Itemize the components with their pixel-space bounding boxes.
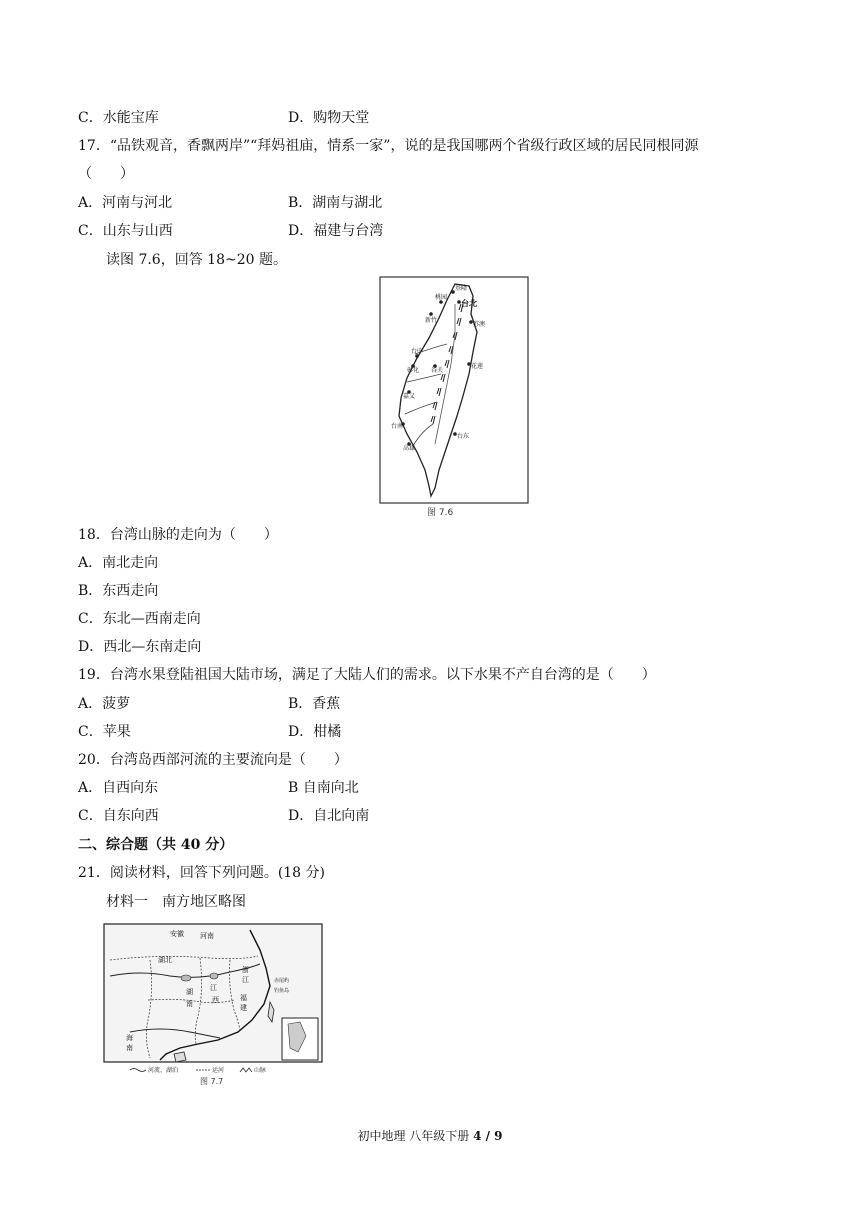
q17-stem-line2: （ ） <box>78 166 134 182</box>
q17-options-row1 <box>78 193 798 213</box>
label-xi: 西 <box>212 996 219 1004</box>
q16-option-c: C．水能宝库 <box>78 110 159 126</box>
q19-option-a: A．菠萝 <box>78 696 131 712</box>
label-taidong: 台东 <box>457 433 470 440</box>
label-jiayi: 嘉义 <box>403 393 416 400</box>
label-hai: 海 <box>126 1034 133 1042</box>
q19-option-d: D．柑橘 <box>288 724 342 740</box>
label-fu: 福 <box>240 994 247 1002</box>
map-legend <box>130 1066 266 1074</box>
figure-77-caption: 图 7.7 <box>200 1077 224 1086</box>
label-jilong: 基隆 <box>455 285 468 292</box>
taiwan-map <box>377 274 532 520</box>
q17-options-row2 <box>78 221 798 241</box>
label-tainan: 台南 <box>391 423 404 430</box>
q18-stem: 18．台湾山脉的走向为（ ） <box>78 527 278 543</box>
page-footer <box>0 1128 860 1144</box>
q19-option-c: C．苹果 <box>78 724 131 740</box>
page-number: 4 / 9 <box>473 1129 503 1143</box>
q20-stem: 20．台湾岛西部河流的主要流向是（ ） <box>78 752 348 768</box>
q20-options-row1 <box>78 778 798 798</box>
q19-option-b: B．香蕉 <box>288 696 341 712</box>
label-guguan: 谷关 <box>431 367 444 374</box>
label-zhe: 浙 <box>242 966 249 974</box>
legend-mountains: 山脉 <box>254 1067 267 1074</box>
label-jiang: 江 <box>210 984 217 992</box>
label-jiang2: 江 <box>242 976 249 984</box>
q18-option-b: B．东西走向 <box>78 583 159 599</box>
q21-material1-title: 材料一 南方地区略图 <box>106 894 246 910</box>
taiwan-map-figure <box>377 274 532 520</box>
label-taoyuan: 桃园 <box>435 294 448 301</box>
figure-76-caption: 图 7.6 <box>427 508 454 518</box>
label-zhanghua: 彰化 <box>407 367 420 374</box>
label-diaoyudao: 钓鱼岛 <box>274 988 290 994</box>
q20-options-row2 <box>78 806 798 826</box>
q17-option-d: D．福建与台湾 <box>288 223 384 239</box>
q16-option-d: D．购物天堂 <box>288 110 370 126</box>
q17-option-a: A．河南与河北 <box>78 195 173 211</box>
q18-option-c: C．东北—西南走向 <box>78 611 201 627</box>
q17-stem-line1: 17．“品铁观音，香飘两岸”“拜妈祖庙，情系一家”，说的是我国哪两个省级行政区域的居民同根同源 <box>78 138 699 154</box>
q18-option-a: A．南北走向 <box>78 555 159 571</box>
q21-stem: 21．阅读材料，回答下列问题。(18 分) <box>78 865 326 881</box>
q19-options-row1 <box>78 694 798 714</box>
q20-option-d: D．自北向南 <box>288 808 370 824</box>
section2-heading: 二、综合题（共 40 分） <box>78 837 234 853</box>
legend-canal: 运河 <box>212 1067 225 1074</box>
q20-option-b: B 自南向北 <box>288 780 359 796</box>
legend-rivers: 河流、湖泊 <box>148 1067 179 1074</box>
figure-intro: 读图 7.6，回答 18~20 题。 <box>106 252 287 268</box>
q16-options-row <box>78 108 798 128</box>
label-jian: 建 <box>240 1004 247 1012</box>
q20-option-c: C．自东向西 <box>78 808 159 824</box>
label-taipei: 台北 <box>461 299 477 308</box>
q20-option-a: A．自西向东 <box>78 780 159 796</box>
label-gaoxiong: 高雄 <box>403 445 416 452</box>
q18-option-d: D．西北—东南走向 <box>78 639 202 655</box>
label-suao: 苏澳 <box>473 321 486 328</box>
label-nan2: 南 <box>126 1044 133 1052</box>
south-china-map <box>100 920 326 1088</box>
label-taizhong: 台中 <box>411 348 424 355</box>
q19-stem: 19．台湾水果登陆祖国大陆市场，满足了大陆人们的需求。以下水果不产自台湾的是（ ） <box>78 667 656 683</box>
label-xinzhu: 新竹 <box>425 317 438 324</box>
label-anhui: 安徽 <box>170 930 184 938</box>
q17-option-b: B．湖南与湖北 <box>288 195 383 211</box>
label-hu: 湖 <box>186 988 193 996</box>
label-hualian: 花莲 <box>471 363 484 370</box>
q19-options-row2 <box>78 722 798 742</box>
label-chiweiyu: 赤尾屿 <box>274 978 290 984</box>
south-china-map-figure <box>100 920 326 1088</box>
label-henan: 河南 <box>200 932 214 940</box>
q17-option-c: C．山东与山西 <box>78 223 173 239</box>
footer-text: 初中地理 八年级下册 <box>357 1129 474 1143</box>
label-hubei: 湖北 <box>158 956 172 964</box>
label-nan: 南 <box>186 1000 193 1008</box>
